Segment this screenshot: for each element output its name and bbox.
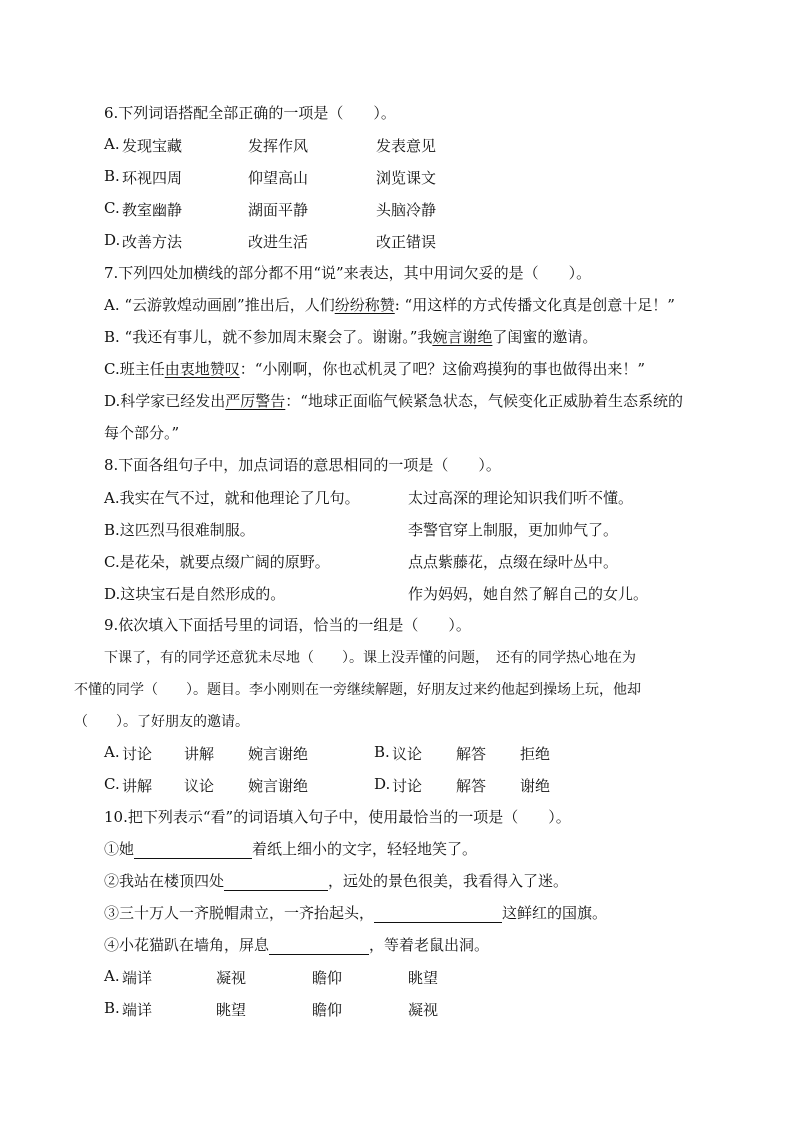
q10-s4-text-end: ，等着老鼠出洞。 [369,936,490,954]
q7-a-text: A. “云游敦煌动画剧”推出后，人们 [104,296,335,314]
q6-option-c-word-2: 湖面平静 [248,201,309,219]
q7-option-a [104,295,675,315]
q9-option-a-word-3: 婉言谢绝 [248,745,309,763]
q9-option-a-word-1: 讨论 [122,745,153,763]
q7-d-underlined: 严厉警告 [225,392,286,410]
q9-option-d-word-2: 解答 [456,777,487,795]
q9-option-a-word-2: 讲解 [184,745,215,763]
q10-option-a-word-2: 凝视 [216,969,247,987]
q9-option-b-word-1: 议论 [392,745,423,763]
q7-c-underlined: 由衷地赞叹 [164,360,240,378]
q6-option-c-label: C. [104,199,120,217]
q10-option-b-word-2: 眺望 [216,1001,247,1019]
q8-option-b-right: 李警官穿上制服，更加帅气了。 [408,521,619,539]
q9-passage-line-1: 下课了，有的同学还意犹未尽地（ ）。课上没弄懂的问题， 还有的同学热心地在为 [104,650,636,666]
q6-option-b-word-1: 环视四周 [122,169,183,187]
q6-stem: 6.下列词语搭配全部正确的一项是（ ）。 [104,104,396,122]
q9-passage-line-3: （ ）。了好朋友的邀请。 [74,714,249,730]
q9-option-d-word-1: 讨论 [392,777,423,795]
q10-option-b-word-4: 凝视 [408,1001,439,1019]
q6-option-c-word-3: 头脑冷静 [376,201,437,219]
q7-c-text-end: ：“小刚啊，你也忒机灵了吧？这偷鸡摸狗的事也做得出来！” [239,360,646,378]
q9-option-a-label: A. [104,743,120,761]
q7-c-text: C.班主任 [104,360,165,378]
q10-sentence-1 [104,839,477,859]
q6-option-a-word-1: 发现宝藏 [122,137,183,155]
q9-option-d-label: D. [374,775,391,793]
q9-option-d-word-3: 谢绝 [520,777,551,795]
q10-s1-text: ①她 [104,840,135,858]
q9-stem: 9.依次填入下面括号里的词语，恰当的一组是（ ）。 [104,616,471,634]
q6-option-d-label: D. [104,231,121,249]
q6-option-b-label: B. [104,167,120,185]
q10-option-a-word-4: 眺望 [408,969,439,987]
q10-option-a-word-1: 端详 [122,969,153,987]
q10-option-a-word-3: 瞻仰 [312,969,343,987]
q7-a-text-end: : “用这样的方式传播文化真是创意十足！” [394,296,675,314]
q6-option-d-word-2: 改进生活 [248,233,309,251]
q8-option-b-left: B.这匹烈马很难制服。 [104,521,255,539]
q7-b-underlined: 婉言谢绝 [432,328,493,346]
q8-option-c-right: 点点紫藤花，点缀在绿叶丛中。 [408,553,619,571]
q10-sentence-4 [104,935,489,955]
q7-option-b [104,327,597,347]
q7-option-d [104,391,683,411]
q10-s3-text-end: 这鲜红的国旗。 [502,904,608,922]
q10-option-b-word-3: 瞻仰 [312,1001,343,1019]
q10-s1-text-end: 着纸上细小的文字，轻轻地笑了。 [252,840,478,858]
q10-s2-blank [224,874,328,891]
q9-option-c-word-1: 讲解 [122,777,153,795]
q10-s4-blank [269,938,369,955]
q10-s4-text: ④小花猫趴在墙角，屏息 [104,936,270,954]
q6-option-b-word-3: 浏览课文 [376,169,437,187]
q10-sentence-2 [104,871,568,891]
q7-b-text: B. “我还有事儿，就不参加周末聚会了。谢谢。”我 [104,328,433,346]
q6-option-c-word-1: 教室幽静 [122,201,183,219]
q9-option-b-label: B. [374,743,390,761]
q10-s3-blank [374,906,502,923]
q6-option-d-word-3: 改正错误 [376,233,437,251]
q6-option-a-word-3: 发表意见 [376,137,437,155]
q9-option-c-label: C. [104,775,120,793]
q10-sentence-3 [104,903,607,923]
q10-option-a-label: A. [104,967,120,985]
q10-s3-text: ③三十万人一齐脱帽肃立，一齐抬起头， [104,904,375,922]
q7-option-c [104,359,645,379]
q9-passage-line-2: 不懂的同学（ ）。题目。李小刚则在一旁继续解题，好朋友过来约他起到操场上玩，他却 [74,682,641,698]
q8-stem: 8.下面各组句子中，加点词语的意思相同的一项是（ ）。 [104,456,501,474]
q7-stem: 7.下列四处加横线的部分都不用“说”来表达，其中用词欠妥的是（ ）。 [104,264,592,282]
q7-a-underlined: 纷纷称赞 [334,296,395,314]
q9-option-b-word-2: 解答 [456,745,487,763]
q8-option-d-left: D.这块宝石是自然形成的。 [104,585,286,603]
q9-option-b-word-3: 拒绝 [520,745,551,763]
q9-option-c-word-2: 议论 [184,777,215,795]
q7-option-d-continued: 每个部分。” [104,424,180,442]
q8-option-a-right: 太过高深的理论知识我们听不懂。 [408,489,634,507]
q10-option-b-word-1: 端详 [122,1001,153,1019]
q10-option-b-label: B. [104,999,120,1017]
q7-d-text: D.科学家已经发出 [104,392,226,410]
q9-option-c-word-3: 婉言谢绝 [248,777,309,795]
q7-b-text-end: 了闺蜜的邀请。 [492,328,598,346]
q6-option-b-word-2: 仰望高山 [248,169,309,187]
q10-s2-text-end: ，远处的景色很美，我看得入了迷。 [328,872,569,890]
q10-s1-blank [134,842,252,859]
q6-option-a-word-2: 发挥作风 [248,137,309,155]
q6-option-a-label: A. [104,135,120,153]
q7-d-text-end: ：“地球正面临气候紧急状态，气候变化正威胁着生态系统的 [285,392,683,410]
q8-option-a-left: A.我实在气不过，就和他理论了几句。 [104,489,360,507]
q8-option-d-right: 作为妈妈，她自然了解自己的女儿。 [408,585,649,603]
q10-stem: 10.把下列表示“看”的词语填入句子中，使用最恰当的一项是（ ）。 [104,808,571,826]
q10-s2-text: ②我站在楼顶四处 [104,872,225,890]
q8-option-c-left: C.是花朵，就要点缀广阔的原野。 [104,553,330,571]
q6-option-d-word-1: 改善方法 [122,233,183,251]
